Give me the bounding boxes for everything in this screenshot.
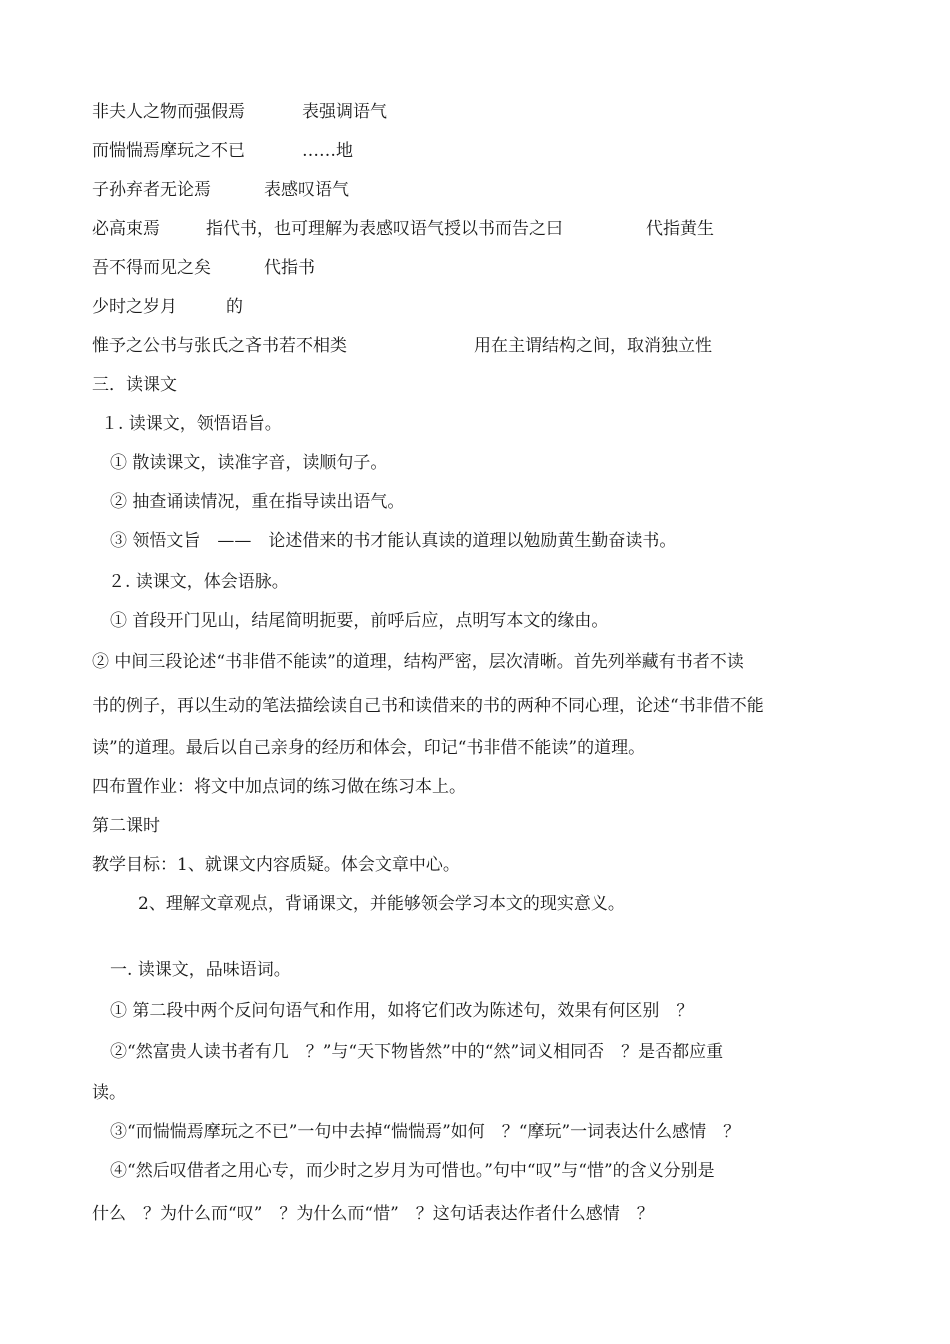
vocab-note-6: 的 (226, 297, 243, 317)
vocab-phrase-7: 惟予之公书与张氏之吝书若不相类 (92, 336, 347, 356)
question-4-line-2: 什么 ？为什么而“叹” ？为什么而“惜” ？这句话表达作者什么感情 ？ (92, 1204, 654, 1224)
vocab-phrase-3: 子孙弃者无论焉 (92, 180, 211, 200)
vocab-note-3: 表感叹语气 (264, 180, 349, 200)
vocab-note-4: 指代书，也可理解为表感叹语气授以书而告之曰 (206, 219, 563, 239)
section-3-part-2-item-2-line-1: ② 中间三段论述“书非借不能读”的道理，结构严密，层次清晰。首先列举藏有书者不读 (92, 652, 744, 672)
vocab-note-2: ……地 (302, 141, 353, 161)
vocab-phrase-2: 而惴惴焉摩玩之不已 (92, 141, 245, 161)
vocab-note-7: 用在主谓结构之间，取消独立性 (474, 336, 712, 356)
section-3-item-2: ② 抽查诵读情况，重在指导读出语气。 (110, 492, 405, 512)
section-3-part-2-item-1: ① 首段开门见山，结尾简明扼要，前呼后应，点明写本文的缘由。 (110, 611, 609, 631)
section-3-item-1: ① 散读课文，读准字音，读顺句子。 (110, 453, 388, 473)
section-3-part-2-item-2-line-3: 读”的道理。最后以自己亲身的经历和体会，印记“书非借不能读”的道理。 (92, 738, 646, 758)
section-3-item-3: ③ 领悟文旨 —— 论述借来的书才能认真读的道理以勉励黄生勤奋读书。 (110, 531, 677, 551)
lesson-2-goal-2: 2、理解文章观点，背诵课文，并能够领会学习本文的现实意义。 (138, 894, 625, 914)
question-4-line-1: ④“然后叹借者之用心专，而少时之岁月为可惜也。”句中“叹”与“惜”的含义分别是 (110, 1161, 715, 1181)
vocab-phrase-5: 吾不得而见之矣 (92, 258, 211, 278)
vocab-note-4b: 代指黄生 (646, 219, 714, 239)
lesson-2-goal-1: 教学目标：1、就课文内容质疑。体会文章中心。 (92, 855, 460, 875)
section-4-homework: 四布置作业：将文中加点词的练习做在练习本上。 (92, 777, 466, 797)
vocab-phrase-6: 少时之岁月 (92, 297, 177, 317)
lesson-2-section-1-heading: 一. 读课文，品味语词。 (110, 960, 291, 980)
vocab-note-5: 代指书 (264, 258, 315, 278)
section-3-part-1: １. 读课文，领悟语旨。 (101, 414, 282, 434)
vocab-note-1: 表强调语气 (302, 102, 387, 122)
section-3-part-2-item-2-line-2: 书的例子，再以生动的笔法描绘读自己书和读借来的书的两种不同心理，论述“书非借不能 (92, 696, 764, 716)
vocab-phrase-1: 非夫人之物而强假焉 (92, 102, 245, 122)
section-3-part-2: ２. 读课文，体会语脉。 (108, 572, 289, 592)
lesson-2-title: 第二课时 (92, 816, 160, 836)
question-3: ③“而惴惴焉摩玩之不已”一句中去掉“惴惴焉”如何 ？“摩玩”一词表达什么感情 ？ (110, 1122, 741, 1142)
question-2-line-2: 读。 (92, 1083, 126, 1103)
question-2-line-1: ②“然富贵人读书者有几 ？”与“天下物皆然”中的“然”词义相同否 ？是否都应重 (110, 1042, 724, 1062)
question-1: ① 第二段中两个反问句语气和作用，如将它们改为陈述句，效果有何区别 ？ (110, 1001, 694, 1021)
vocab-phrase-4: 必高束焉 (92, 219, 160, 239)
section-3-heading: 三．读课文 (92, 375, 177, 395)
